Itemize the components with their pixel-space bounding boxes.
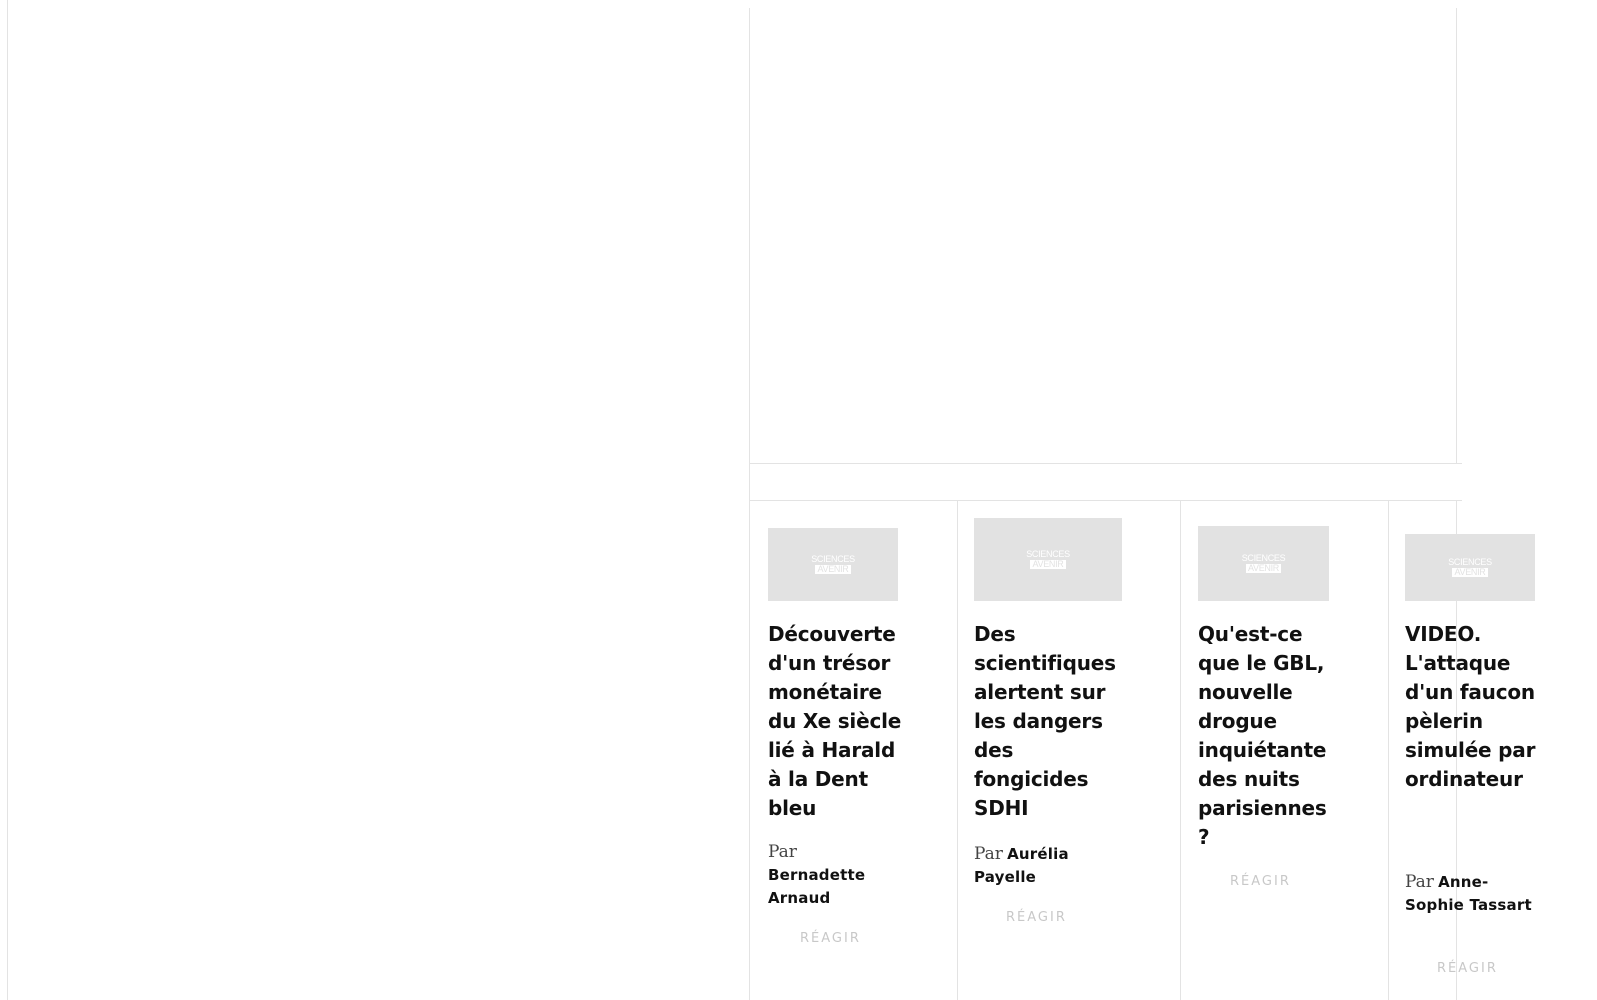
related-articles-strip (750, 501, 1536, 1000)
author-link[interactable]: Anne-Sophie Tassart (1405, 873, 1532, 914)
sciences-avenir-logo: SCIENCES AVENIR (811, 554, 855, 574)
article-card[interactable] (1181, 501, 1389, 1000)
article-thumbnail[interactable] (974, 518, 1122, 601)
article-thumbnail[interactable] (1405, 534, 1535, 601)
sciences-avenir-logo: SCIENCES AVENIR (1448, 557, 1492, 577)
section-band (750, 463, 1462, 501)
article-thumbnail[interactable] (768, 528, 898, 601)
article-title[interactable]: Découverte d'un trésor monétaire du Xe siècle lié à Harald à la Dent bleu (768, 622, 902, 820)
article-card[interactable] (958, 501, 1181, 1000)
article-title[interactable]: VIDEO. L'attaque d'un faucon pèlerin simulée par ordinateur (1405, 622, 1536, 791)
left-column-divider (7, 0, 8, 1000)
ad-placeholder (750, 8, 1456, 463)
article-card[interactable] (1389, 501, 1597, 1000)
react-link[interactable]: RÉAGIR (1437, 961, 1498, 976)
react-link[interactable]: RÉAGIR (1006, 910, 1067, 925)
article-thumbnail[interactable] (1198, 526, 1329, 601)
react-link[interactable]: RÉAGIR (800, 931, 861, 946)
article-title[interactable]: Des scientifiques alertent sur les dangers des fongicides SDHI (974, 622, 1116, 820)
sciences-avenir-logo: SCIENCES AVENIR (1026, 549, 1070, 569)
article-byline: Par Anne-Sophie Tassart (1405, 872, 1532, 914)
article-byline: Par Aurélia Payelle (974, 844, 1069, 886)
react-link[interactable]: RÉAGIR (1230, 874, 1291, 889)
author-link[interactable]: Bernadette Arnaud (768, 866, 866, 907)
sciences-avenir-logo: SCIENCES AVENIR (1241, 553, 1286, 573)
article-card[interactable] (750, 501, 958, 1000)
article-title[interactable]: Qu'est-ce que le GBL, nouvelle drogue inquiétante des nuits parisiennes ? (1198, 622, 1327, 849)
article-byline: Par Bernadette Arnaud (768, 842, 866, 907)
author-link[interactable]: Aurélia Payelle (974, 845, 1069, 886)
